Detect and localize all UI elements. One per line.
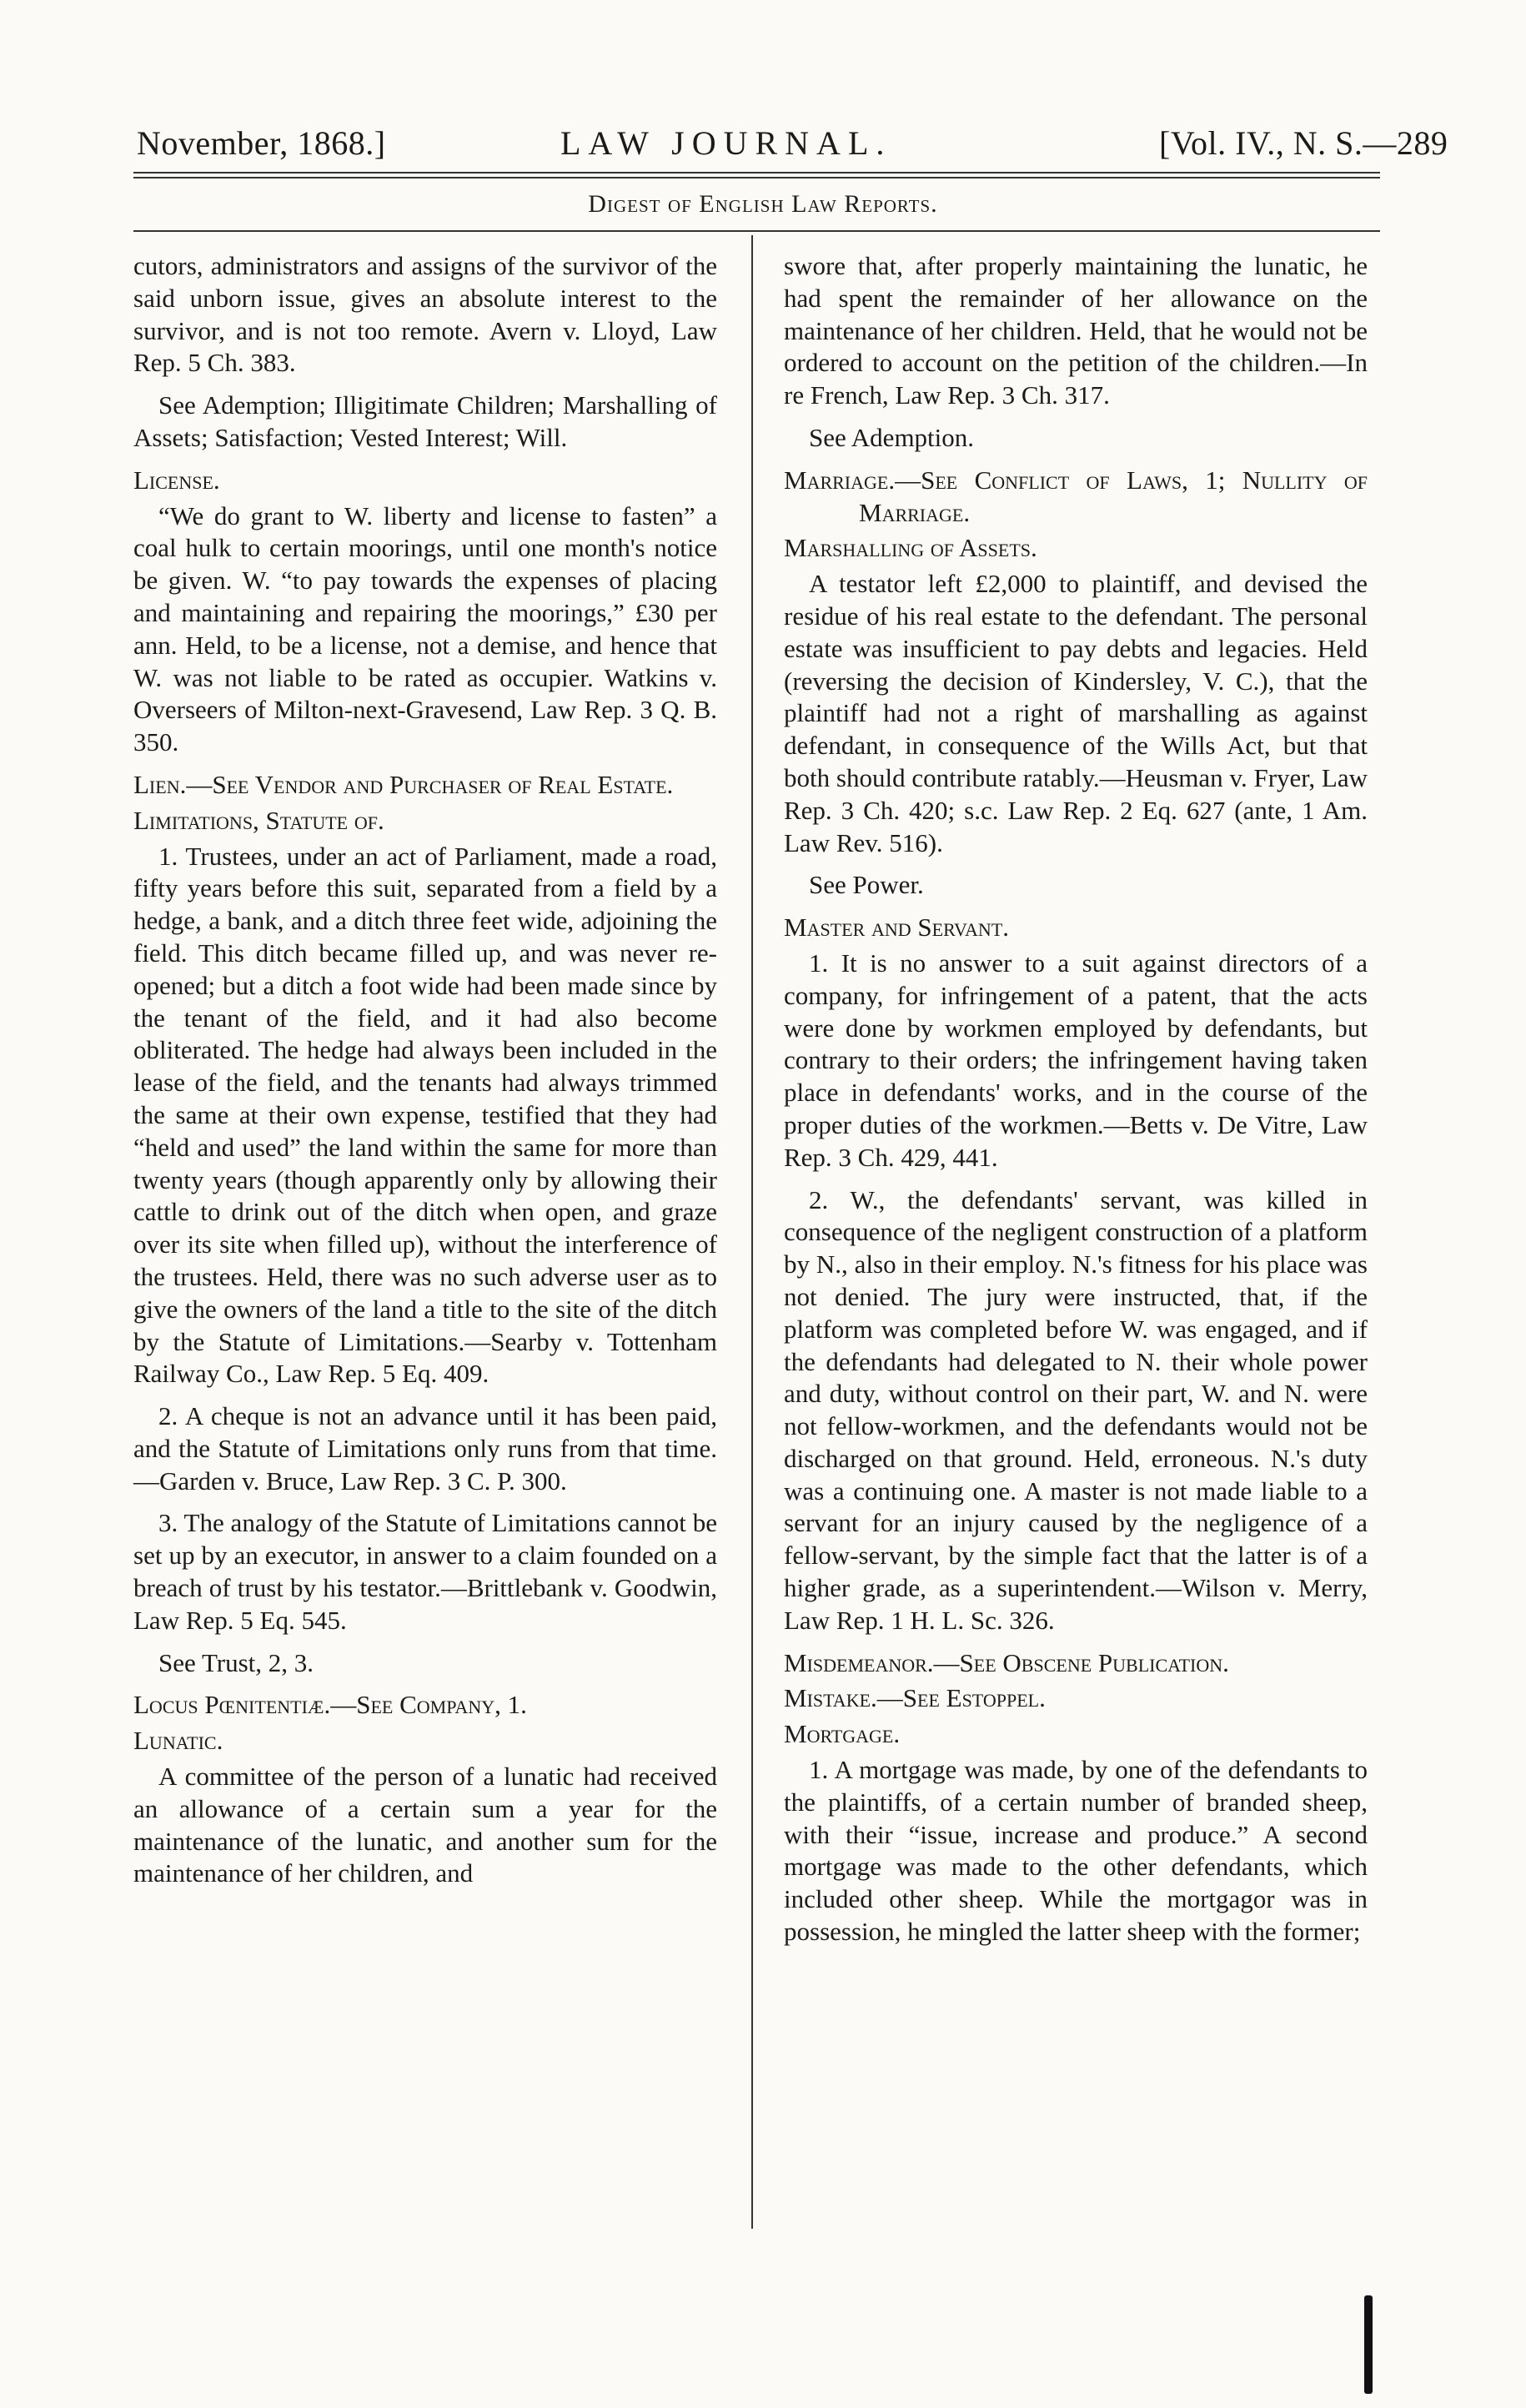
cross-reference: See Ademption.	[809, 422, 975, 452]
section-title: Digest of English Law Reports.	[588, 190, 938, 218]
paragraph: “We do grant to W. liberty and license to fasten” a coal hulk to certain moorings, until one month's notice be given. W. “to pay towards the expenses of placing and maintaining and repairing the moorings,” £30 per ann. Held, to be a license, not a demise, and hence that W. was not liable to be rated as occupier. Watkins v. Overseers of Milton-next-Gravesend, Law Rep. 3 Q. B. 350.	[133, 500, 717, 757]
cross-reference: See Trust, 2, 3.	[158, 1647, 314, 1677]
paragraph: A testator left £2,000 to plaintiff, and devised the residue of his real estate to the defendant. The personal estate was insufficient to pay debts and legacies. Held (reversing the decision of Kindersley, V. C.), that the plaintiff had not a right of marshalling as against defendant, in consequence of the Wills Act, but that both should contribute ratably.—Heusman v. Fryer, Law Rep. 3 Ch. 420; s.c. Law Rep. 2 Eq. 627 (ante, 1 Am. Law Rev. 516).	[784, 569, 1368, 857]
paragraph: 3. The analogy of the Statute of Limitations cannot be set up by an executor, in answer to a claim founded on a breach of trust by his testator.—Brittlebank v. Goodwin, Law Rep. 5 Eq. 545.	[133, 1508, 717, 1635]
cross-reference: See Ademption; Illigitimate Children; Marshalling of Assets; Satisfaction; Vested Interest; Will.	[133, 390, 717, 452]
entry-heading: Mortgage.	[784, 1719, 901, 1749]
entry-heading: Lunatic.	[133, 1726, 223, 1756]
header-rule-top-second	[133, 177, 1380, 178]
paragraph: 2. W., the defendants' servant, was killed in consequence of the negligent construction of a platform by N., also in their employ. N.'s fitness for his place was not denied. The jury were instructed, that, if the platform was completed before W. was engaged, and if the defendants had delegated to N. their whole power and duty, without control on their part, W. and N. were not fellow-workmen, and the defendants would not be discharged on that ground. Held, erroneous. N.'s duty was a continuing one. A master is not made liable to a servant for an injury caused by the negligence of a fellow-servant, by the simple fact that the latter is of a higher grade, as a superintendent.—Wilson v. Merry, Law Rep. 1 H. L. Sc. 326.	[784, 1184, 1368, 1635]
left-column	[133, 250, 717, 1900]
paragraph: 1. A mortgage was made, by one of the defendants to the plaintiffs, of a certain number of branded sheep, with their “issue, increase and produce.” A second mortgage was made to the other defendants, which included other sheep. While the mortgagor was in possession, he mingled the latter sheep with the former;	[784, 1755, 1368, 1947]
paragraph: 2. A cheque is not an advance until it has been paid, and the Statute of Limitations only runs from that time.—Garden v. Bruce, Law Rep. 3 C. P. 300.	[133, 1401, 717, 1496]
entry-heading: Mistake.—See Estoppel.	[784, 1683, 1046, 1713]
header-rule-top	[133, 172, 1380, 173]
entry-heading: License.	[133, 465, 220, 495]
header-journal-title: LAW JOURNAL.	[560, 124, 892, 162]
entry-heading: Lien.—See Vendor and Purchaser of Real Estate.	[133, 769, 674, 799]
entry-heading: Marriage.—See Conflict of Laws, 1; Nullity of Marriage.	[784, 465, 1368, 527]
paragraph: cutors, administrators and assigns of the survivor of the said unborn issue, gives an absolute interest to the survivor, and is not too remote. Avern v. Lloyd, Law Rep. 5 Ch. 383.	[133, 251, 717, 378]
entry-heading: Master and Servant.	[784, 912, 1010, 943]
entry-heading: Locus Pœnitentiæ.—See Company, 1.	[133, 1690, 527, 1720]
right-column	[784, 250, 1368, 1958]
scan-edge-mark	[1364, 2295, 1373, 2394]
paragraph: swore that, after properly maintaining the lunatic, he had spent the remainder of her allowance on the maintenance of her children. Held, that he would not be ordered to account on the petition of the children.—In re French, Law Rep. 3 Ch. 317.	[784, 251, 1368, 410]
entry-heading: Marshalling of Assets.	[784, 533, 1037, 563]
entry-heading: Misdemeanor.—See Obscene Publication.	[784, 1647, 1229, 1677]
column-divider	[751, 235, 753, 2229]
header-volume-page: [Vol. IV., N. S.—289	[1159, 124, 1448, 162]
header-date: November, 1868.]	[137, 124, 386, 162]
paragraph: 1. It is no answer to a suit against directors of a company, for infringement of a patent, that the acts were done by workmen employed by defendants, but contrary to their orders; the infringement having taken place in defendants' works, and in the course of the proper duties of the workmen.—Betts v. De Vitre, Law Rep. 3 Ch. 429, 441.	[784, 948, 1368, 1172]
section-rule	[133, 230, 1380, 232]
paragraph: A committee of the person of a lunatic had received an allowance of a certain sum a year for the maintenance of the lunatic, and another sum for the maintenance of her children, and	[133, 1762, 717, 1888]
cross-reference: See Power.	[809, 870, 924, 900]
entry-heading: Limitations, Statute of.	[133, 805, 384, 835]
paragraph: 1. Trustees, under an act of Parliament, made a road, fifty years before this suit, separated from a field by a hedge, a bank, and a ditch three feet wide, adjoining the field. This ditch became filled up, and was never re-opened; but a ditch a foot wide had been made since by the tenant of the field, and it had also become obliterated. The hedge had always been included in the lease of the field, and the tenants had always trimmed the same at their own expense, testified that they had “held and used” the land within the same for more than twenty years (though apparently only by allowing their cattle to drink out of the ditch when open, and graze over its site when filled up), without the interference of the trustees. Held, there was no such adverse user as to give the owners of the land a title to the site of the ditch by the Statute of Limitations.—Searby v. Tottenham Railway Co., Law Rep. 5 Eq. 409.	[133, 841, 717, 1389]
